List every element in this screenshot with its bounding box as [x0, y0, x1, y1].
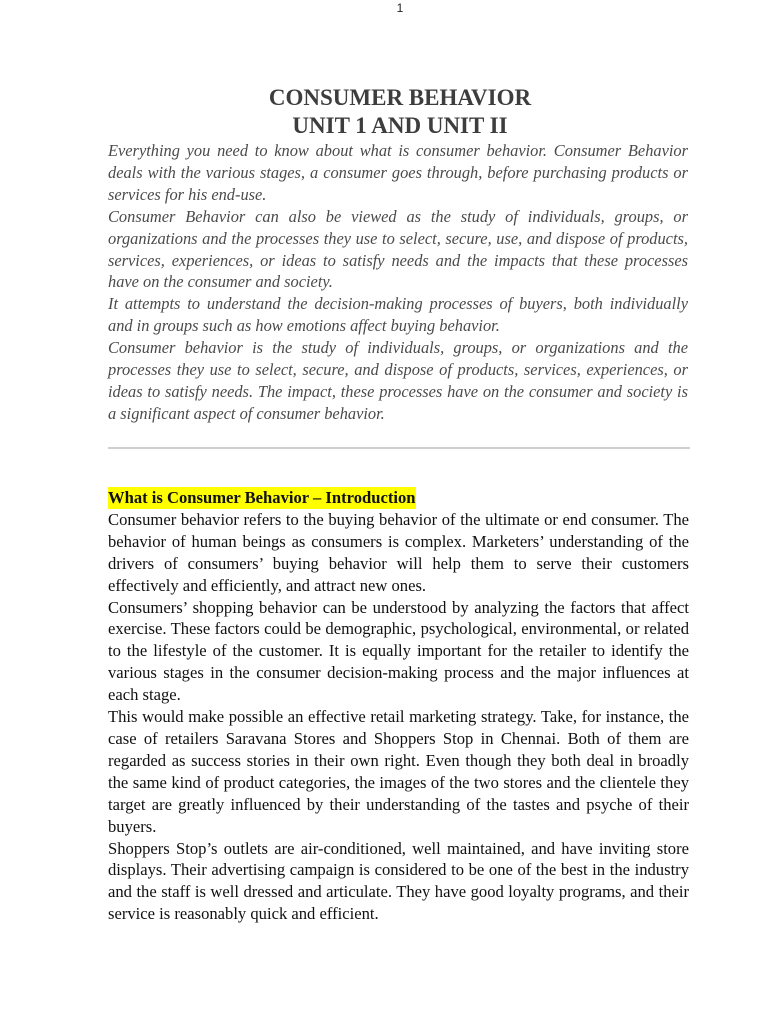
body-paragraph: This would make possible an effective retail marketing strategy. Take, for instance, the case of retailers Saravana Stores and Shoppers Stop in Chennai. Both of them are regarded as success stories in their own right. Even though they both deal in broadly the same kind of product categories, the images of the two stores and the clientele they target are greatly influenced by their understanding of the tastes and psyche of their buyers. — [108, 707, 689, 836]
body-paragraph: Consumer behavior refers to the buying behavior of the ultimate or end consumer. The behavior of human beings as consumers is complex. Marketers’ understanding of the drivers of consumers’ buying behavior will help them to serve their customers effectively and efficiently, and attract new ones. — [108, 509, 689, 595]
intro-block — [108, 140, 688, 425]
body-paragraph: Consumers’ shopping behavior can be understood by analyzing the factors that affect exercise. These factors could be demographic, psychological, environmental, or related to the lifestyle of the customer. It is equally important for the retailer to identify the various stages in the consumer decision-making process and the major influences at each stage. — [108, 597, 689, 705]
title-line-2: UNIT 1 AND UNIT II — [292, 113, 508, 138]
intro-paragraph: Everything you need to know about what is consumer behavior. Consumer Behavior deals with the various stages, a consumer goes through, before purchasing products or services for his end-use. — [108, 141, 688, 204]
introduction-section — [108, 487, 689, 925]
horizontal-divider — [108, 447, 690, 449]
document-title — [0, 84, 768, 140]
body-paragraph: Shoppers Stop’s outlets are air-conditioned, well maintained, and have inviting store displays. Their advertising campaign is considered to be one of the best in the industry and the staff is well dressed and articulate. They have good loyalty programs, and their service is reasonably quick and efficient. — [108, 838, 689, 924]
title-line-1: CONSUMER BEHAVIOR — [268, 85, 532, 110]
section-heading: What is Consumer Behavior – Introduction — [108, 488, 416, 507]
intro-paragraph: Consumer behavior is the study of individuals, groups, or organizations and the processes they use to select, secure, and dispose of products, services, experiences, or ideas to satisfy needs. The impact, these processes have on the consumer and society is a significant aspect of consumer behavior. — [108, 338, 688, 423]
page-number: 1 — [396, 1, 404, 15]
intro-paragraph: Consumer Behavior can also be viewed as the study of individuals, groups, or organizations and the processes they use to select, secure, use, and dispose of products, services, experiences, or ideas to satisfy needs and the impacts that these processes have on the consumer and society. — [108, 206, 688, 292]
intro-paragraph: It attempts to understand the decision-making processes of buyers, both individually and in groups such as how emotions affect buying behavior. — [108, 294, 688, 336]
